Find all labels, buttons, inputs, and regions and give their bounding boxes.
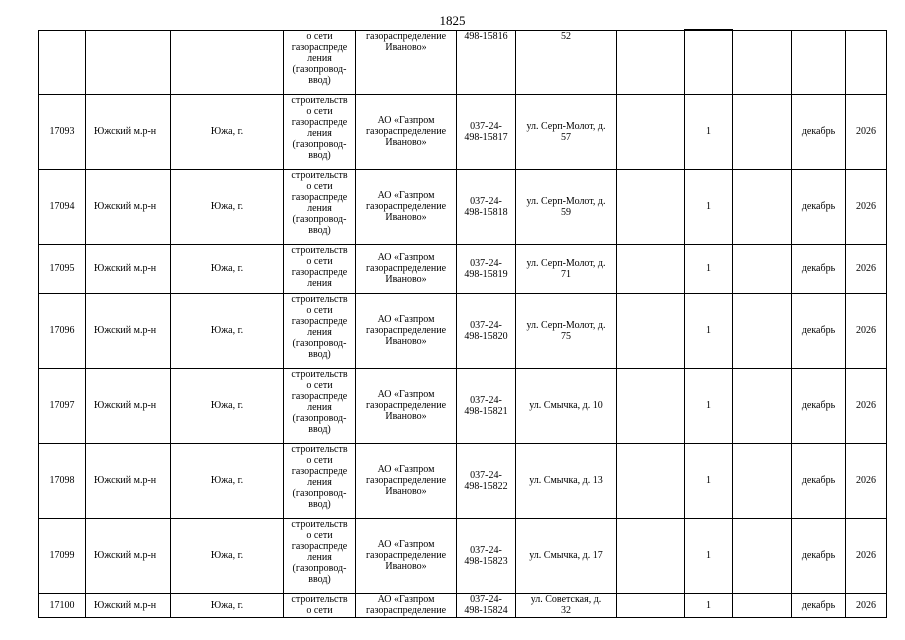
work-type-cell — [284, 593, 356, 617]
blank-cell — [733, 443, 792, 518]
count-cell — [685, 30, 733, 94]
address-cell-text: ул. Серп-Молот, д. 71 — [526, 257, 606, 280]
district-cell-text: Южский м.р-н — [94, 126, 157, 137]
table-row — [39, 244, 887, 293]
address-cell — [516, 593, 617, 617]
contract-number-cell-text: 037-24- 498-15817 — [464, 120, 508, 143]
year-cell-text: 2026 — [856, 325, 876, 336]
count-cell — [685, 368, 733, 443]
district-cell — [86, 30, 171, 94]
address-cell-text: ул. Смычка, д. 10 — [529, 400, 603, 411]
month-cell-text: декабрь — [801, 550, 836, 561]
city-cell — [171, 94, 284, 169]
contract-number-cell-text: 037-24- 498-15822 — [464, 469, 508, 492]
organization-cell-text: АО «Газпром газораспределение — [365, 594, 447, 616]
month-cell — [792, 593, 846, 617]
organization-cell — [356, 443, 457, 518]
row-number-text: 17099 — [49, 550, 75, 561]
year-cell-text: 2026 — [856, 599, 876, 611]
blank-cell — [733, 293, 792, 368]
city-cell — [171, 518, 284, 593]
district-cell-text: Южский м.р-н — [94, 263, 157, 274]
row-number — [39, 30, 86, 94]
year-cell-text: 2026 — [856, 201, 876, 212]
month-cell-text: декабрь — [801, 400, 836, 411]
count-cell-text: 1 — [706, 400, 711, 411]
row-number — [39, 368, 86, 443]
blank-cell — [617, 169, 685, 244]
count-cell-text: 1 — [706, 550, 711, 561]
table-row — [39, 293, 887, 368]
district-cell — [86, 518, 171, 593]
city-cell-text: Южа, г. — [210, 475, 244, 486]
blank-cell — [733, 518, 792, 593]
city-cell-text: Южа, г. — [210, 599, 244, 611]
work-type-cell — [284, 169, 356, 244]
row-number — [39, 244, 86, 293]
district-cell — [86, 593, 171, 617]
row-number-text: 17096 — [49, 325, 75, 336]
table-row — [39, 169, 887, 244]
blank-cell — [733, 244, 792, 293]
table-row — [39, 368, 887, 443]
row-number — [39, 169, 86, 244]
contract-number-cell — [457, 244, 516, 293]
district-cell — [86, 293, 171, 368]
address-cell-text: ул. Серп-Молот, д. 75 — [526, 319, 606, 342]
work-type-cell — [284, 30, 356, 94]
year-cell — [846, 518, 887, 593]
organization-cell — [356, 244, 457, 293]
year-cell-text: 2026 — [856, 475, 876, 486]
blank-cell — [617, 518, 685, 593]
city-cell — [171, 368, 284, 443]
blank-cell — [617, 30, 685, 94]
row-number-text: 17097 — [49, 400, 75, 411]
row-number — [39, 293, 86, 368]
month-cell-text: декабрь — [801, 201, 836, 212]
year-cell — [846, 169, 887, 244]
page-number: 1825 — [439, 13, 466, 28]
contract-number-cell-text: 037-24- 498-15820 — [464, 319, 508, 342]
city-cell — [171, 169, 284, 244]
city-cell — [171, 293, 284, 368]
contract-number-cell — [457, 293, 516, 368]
work-type-cell-text: строительств о сети газораспреде ления — [291, 244, 348, 289]
address-cell-text: ул. Смычка, д. 17 — [529, 550, 603, 561]
blank-cell — [617, 443, 685, 518]
month-cell — [792, 94, 846, 169]
count-cell-text: 1 — [706, 201, 711, 212]
count-cell — [685, 169, 733, 244]
district-cell-text: Южский м.р-н — [94, 400, 157, 411]
organization-cell — [356, 169, 457, 244]
city-cell — [171, 443, 284, 518]
contract-number-cell — [457, 518, 516, 593]
work-type-cell — [284, 94, 356, 169]
work-type-cell-text: строительств о сети газораспреде ления (газопровод- ввод) — [291, 368, 348, 435]
year-cell-text: 2026 — [856, 263, 876, 274]
row-number-text: 17095 — [49, 263, 75, 274]
organization-cell — [356, 368, 457, 443]
blank-cell — [617, 244, 685, 293]
table-row — [39, 30, 887, 94]
address-cell-text: 52 — [561, 30, 571, 42]
month-cell-text: декабрь — [801, 475, 836, 486]
month-cell — [792, 169, 846, 244]
organization-cell — [356, 94, 457, 169]
month-cell-text: декабрь — [801, 263, 836, 274]
month-cell-text: декабрь — [801, 599, 836, 611]
city-cell — [171, 244, 284, 293]
organization-cell-text: АО «Газпром газораспределение Иваново» — [365, 389, 447, 422]
month-cell — [792, 368, 846, 443]
row-number — [39, 443, 86, 518]
contract-number-cell-text: 037-24- 498-15818 — [464, 195, 508, 218]
address-cell — [516, 94, 617, 169]
contract-number-cell-text: 037-24- 498-15821 — [464, 394, 508, 417]
organization-cell-text: АО «Газпром газораспределение Иваново» — [365, 115, 447, 148]
count-cell — [685, 94, 733, 169]
row-number-text: 17100 — [49, 599, 75, 611]
work-type-cell-text: строительств о сети газораспреде ления (газопровод- ввод) — [291, 293, 348, 360]
city-cell — [171, 30, 284, 94]
blank-cell — [617, 593, 685, 617]
address-cell — [516, 30, 617, 94]
organization-cell — [356, 593, 457, 617]
organization-cell — [356, 518, 457, 593]
count-cell-text: 1 — [706, 126, 711, 137]
address-cell — [516, 293, 617, 368]
work-type-cell — [284, 244, 356, 293]
contract-number-cell — [457, 30, 516, 94]
count-cell — [685, 593, 733, 617]
work-type-cell — [284, 368, 356, 443]
year-cell — [846, 244, 887, 293]
work-type-cell-text: строительств о сети газораспреде ления (газопровод- ввод) — [291, 169, 348, 236]
month-cell — [792, 443, 846, 518]
table-row — [39, 593, 887, 617]
address-cell-text: ул. Смычка, д. 13 — [529, 475, 603, 486]
organization-cell — [356, 30, 457, 94]
contract-number-cell — [457, 169, 516, 244]
row-number — [39, 94, 86, 169]
blank-cell — [733, 169, 792, 244]
month-cell — [792, 244, 846, 293]
organization-cell-text: АО «Газпром газораспределение Иваново» — [365, 314, 447, 347]
row-number-text: 17098 — [49, 475, 75, 486]
contract-number-cell-text: 037-24- 498-15819 — [464, 257, 508, 280]
year-cell — [846, 593, 887, 617]
row-number-text: 17093 — [49, 126, 75, 137]
district-cell — [86, 94, 171, 169]
blank-cell — [733, 368, 792, 443]
work-type-cell-text: строительств о сети газораспреде ления (газопровод- ввод) — [291, 518, 348, 585]
month-cell-text: декабрь — [801, 126, 836, 137]
district-cell-text: Южский м.р-н — [94, 475, 157, 486]
count-cell — [685, 443, 733, 518]
month-cell-text: декабрь — [801, 325, 836, 336]
month-cell — [792, 30, 846, 94]
city-cell-text: Южа, г. — [210, 126, 244, 137]
district-cell — [86, 169, 171, 244]
registry-body — [39, 30, 887, 617]
city-cell-text: Южа, г. — [210, 201, 244, 212]
row-number — [39, 518, 86, 593]
city-cell-text: Южа, г. — [210, 325, 244, 336]
blank-cell — [617, 293, 685, 368]
district-cell-text: Южский м.р-н — [94, 550, 157, 561]
contract-number-cell — [457, 368, 516, 443]
count-cell-text: 1 — [706, 325, 711, 336]
organization-cell-text: АО «Газпром газораспределение Иваново» — [365, 252, 447, 285]
table-row — [39, 443, 887, 518]
year-cell — [846, 94, 887, 169]
district-cell — [86, 368, 171, 443]
count-cell — [685, 293, 733, 368]
district-cell-text: Южский м.р-н — [94, 325, 157, 336]
work-type-cell — [284, 518, 356, 593]
year-cell-text: 2026 — [856, 126, 876, 137]
blank-cell — [733, 30, 792, 94]
year-cell-text: 2026 — [856, 550, 876, 561]
district-cell — [86, 443, 171, 518]
month-cell — [792, 293, 846, 368]
work-type-cell-text: строительств о сети газораспреде ления (газопровод- ввод) — [291, 443, 348, 510]
city-cell-text: Южа, г. — [210, 400, 244, 411]
address-cell-text: ул. Серп-Молот, д. 57 — [526, 120, 606, 143]
contract-number-cell — [457, 94, 516, 169]
contract-number-cell-text: 498-15816 — [464, 30, 508, 42]
contract-number-cell-text: 037-24- 498-15823 — [464, 544, 508, 567]
year-cell — [846, 30, 887, 94]
address-cell — [516, 368, 617, 443]
count-cell-text: 1 — [706, 599, 711, 611]
city-cell-text: Южа, г. — [210, 263, 244, 274]
count-cell-text: 1 — [706, 263, 711, 274]
count-cell — [685, 518, 733, 593]
blank-cell — [733, 593, 792, 617]
work-type-cell — [284, 293, 356, 368]
district-cell — [86, 244, 171, 293]
address-cell — [516, 169, 617, 244]
row-number — [39, 593, 86, 617]
table-row — [39, 94, 887, 169]
row-number-text: 17094 — [49, 201, 75, 212]
city-cell-text: Южа, г. — [210, 550, 244, 561]
month-cell — [792, 518, 846, 593]
organization-cell-text: АО «Газпром газораспределение Иваново» — [365, 190, 447, 223]
address-cell — [516, 244, 617, 293]
table-row — [39, 518, 887, 593]
district-cell-text: Южский м.р-н — [94, 201, 157, 212]
year-cell — [846, 293, 887, 368]
blank-cell — [733, 94, 792, 169]
organization-cell-text: газораспределение Иваново» — [365, 30, 447, 53]
blank-cell — [617, 94, 685, 169]
organization-cell-text: АО «Газпром газораспределение Иваново» — [365, 539, 447, 572]
address-cell — [516, 518, 617, 593]
organization-cell-text: АО «Газпром газораспределение Иваново» — [365, 464, 447, 497]
work-type-cell-text: о сети газораспреде ления (газопровод- ввод) — [291, 30, 348, 86]
year-cell — [846, 443, 887, 518]
work-type-cell — [284, 443, 356, 518]
work-type-cell-text: строительств о сети — [291, 593, 348, 616]
city-cell — [171, 593, 284, 617]
address-cell-text: ул. Советская, д. 32 — [530, 594, 602, 616]
contract-number-cell — [457, 443, 516, 518]
year-cell — [846, 368, 887, 443]
address-cell — [516, 443, 617, 518]
contract-number-cell-text: 037-24- 498-15824 — [464, 594, 508, 616]
gas-connection-registry-table — [38, 29, 887, 618]
blank-cell — [617, 368, 685, 443]
contract-number-cell — [457, 593, 516, 617]
district-cell-text: Южский м.р-н — [94, 599, 157, 611]
count-cell — [685, 244, 733, 293]
work-type-cell-text: строительств о сети газораспреде ления (газопровод- ввод) — [291, 94, 348, 161]
count-cell-text: 1 — [706, 475, 711, 486]
organization-cell — [356, 293, 457, 368]
address-cell-text: ул. Серп-Молот, д. 59 — [526, 195, 606, 218]
year-cell-text: 2026 — [856, 400, 876, 411]
